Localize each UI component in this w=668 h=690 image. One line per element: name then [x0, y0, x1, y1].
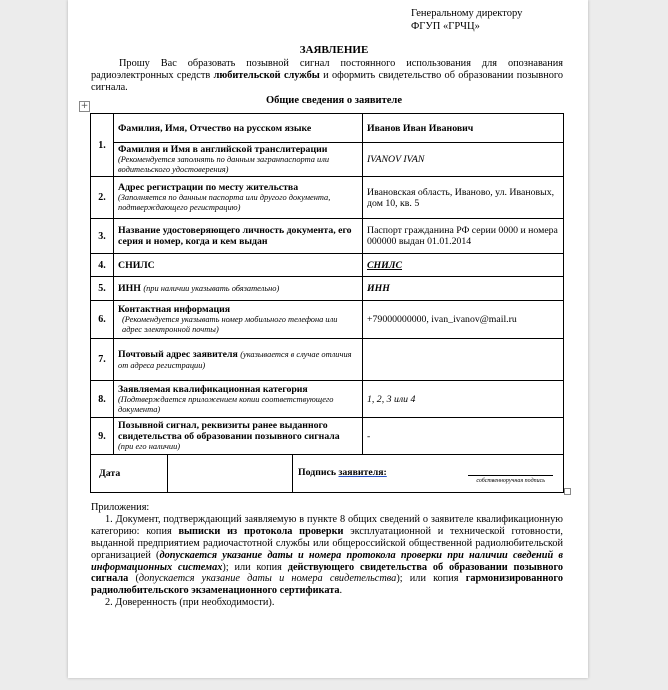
field-value[interactable]: ИНН	[363, 277, 564, 301]
row-number: 3.	[91, 219, 114, 254]
field-value[interactable]: -	[363, 418, 564, 455]
applicant-info-table	[90, 113, 564, 493]
field-value[interactable]	[363, 339, 564, 381]
attachments	[91, 502, 563, 609]
addressee-position: Генеральному директору	[411, 8, 523, 19]
signature-cell	[91, 455, 564, 493]
attachment-item-2: 2. Доверенность (при необходимости).	[105, 597, 275, 609]
row-number: 2.	[91, 177, 114, 219]
field-value[interactable]: Ивановская область, Иваново, ул. Ивановых, дом 10, кв. 5	[363, 177, 564, 219]
field-label: Фамилия, Имя, Отчество на русском языке	[114, 114, 363, 143]
field-label: СНИЛС	[114, 254, 363, 277]
row-number: 6.	[91, 301, 114, 339]
table-row	[91, 418, 564, 455]
addressee	[411, 7, 522, 33]
signature-note: собственноручная подпись	[476, 478, 545, 484]
field-value[interactable]: 1, 2, 3 или 4	[363, 381, 564, 418]
attachment-item-1: 1. Документ, подтверждающий заявляемую в пункте 8 общих сведений о заявителе квалификационную категорию: копия выписки из протокола проверки эксплуатационной и технической готовности, выданной предприятием радиочастотной службы или общероссийской общественной радиолюбительской организацией (допускается указание даты и номера протокола проверки при наличии сведений в информационных системах); или копия действующего свидетельства об образовании позывного сигнала (допускается указание даты и номера свидетельства); или копия гармонизированного радиолюбительского экзаменационного сертификата.	[91, 513, 564, 597]
field-value[interactable]: СНИЛС	[363, 254, 564, 277]
table-row	[91, 143, 564, 177]
table-row	[91, 219, 564, 254]
table-row	[91, 277, 564, 301]
table-row	[91, 177, 564, 219]
signature-line	[468, 467, 553, 476]
intro-paragraph: Прошу Вас образовать позывной сигнал постоянного использования для опознавания радиоэлектронных средств любительской службы и оформить свидетельство об образовании позывного сигнала.	[91, 58, 563, 93]
table-row	[91, 381, 564, 418]
field-label: Фамилия и Имя в английской транслитерации (Рекомендуется заполнять по данным загранпаспорта или водительского удостоверения)	[114, 143, 363, 177]
row-number: 9.	[91, 418, 114, 455]
document-title: ЗАЯВЛЕНИЕ	[299, 44, 369, 56]
row-number: 4.	[91, 254, 114, 277]
table-row	[91, 301, 564, 339]
field-label: Почтовый адрес заявителя (указывается в случае отличия от адреса регистрации)	[114, 339, 363, 381]
field-value[interactable]: Паспорт гражданина РФ серии 0000 и номера 000000 выдан 01.01.2014	[363, 219, 564, 254]
addressee-org: ФГУП «ГРЧЦ»	[411, 21, 480, 32]
row-number: 7.	[91, 339, 114, 381]
date-label: Дата	[91, 455, 168, 492]
field-label: Заявляемая квалификационная категория (Подтверждается приложением копии соответствующего документа)	[114, 381, 363, 418]
attachments-heading: Приложения:	[91, 502, 150, 513]
table-resize-handle[interactable]	[564, 488, 571, 495]
field-value[interactable]: +79000000000, ivan_ivanov@mail.ru	[363, 301, 564, 339]
field-label: Контактная информация (Рекомендуется указывать номер мобильного телефона или адрес электронной почты)	[114, 301, 363, 339]
field-label: Позывной сигнал, реквизиты ранее выданного свидетельства об образовании позывного сигнала (при его наличии)	[114, 418, 363, 455]
row-number: 8.	[91, 381, 114, 418]
field-value[interactable]: Иванов Иван Иванович	[363, 114, 564, 143]
date-field[interactable]	[168, 455, 293, 492]
field-label: Название удостоверяющего личность документа, его серия и номер, когда и кем выдан	[114, 219, 363, 254]
table-move-handle-icon[interactable]: +	[80, 101, 89, 111]
row-number: 1.	[91, 114, 114, 177]
table-row	[91, 339, 564, 381]
table-row	[91, 114, 564, 143]
field-label: Адрес регистрации по месту жительства (Заполняется по данным паспорта или другого документа, подтверждающего регистрацию)	[114, 177, 363, 219]
signature-label: Подпись заявителя:	[298, 467, 387, 478]
field-label: ИНН (при наличии указывать обязательно)	[114, 277, 363, 301]
table-row	[91, 254, 564, 277]
row-number: 5.	[91, 277, 114, 301]
section-title: Общие сведения о заявителе	[266, 95, 402, 106]
field-value[interactable]: IVANOV IVAN	[363, 143, 564, 177]
signature-row	[91, 455, 564, 493]
signature-field[interactable]	[293, 455, 563, 492]
